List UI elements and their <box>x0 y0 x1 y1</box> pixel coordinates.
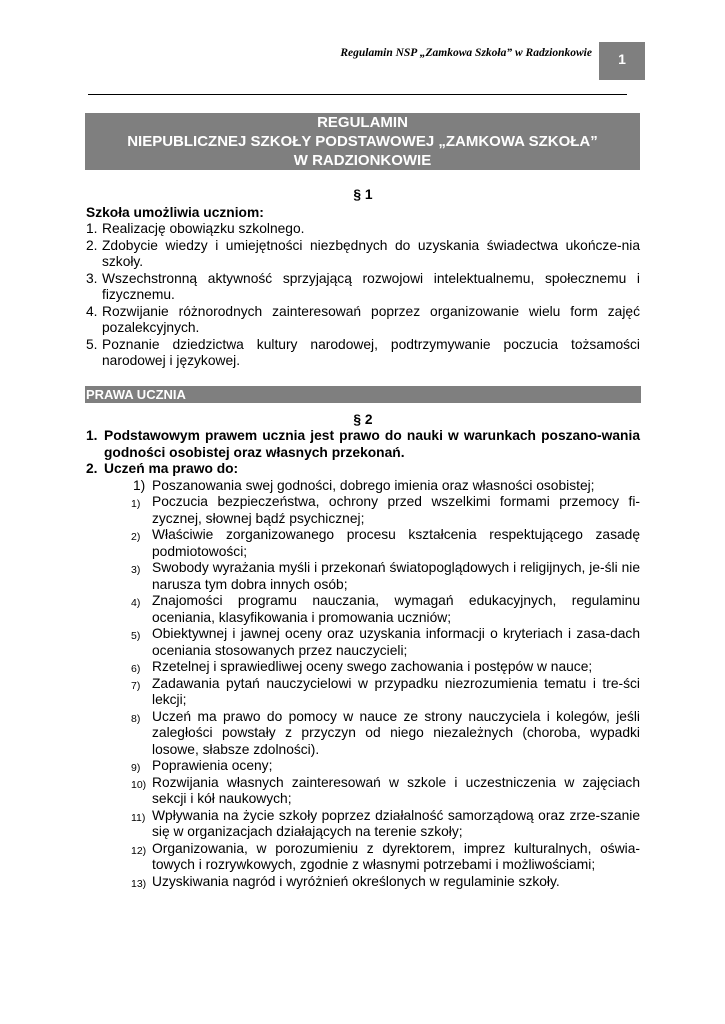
header-divider <box>88 94 627 95</box>
title-line-1: REGULAMIN <box>317 114 408 131</box>
item-text: Zdobycie wiedzy i umiejętności niezbędnych do uzyskania świadectwa ukończe-nia szkoły. <box>102 237 640 269</box>
title-line-2: NIEPUBLICZNEJ SZKOŁY PODSTAWOWEJ „ZAMKOWA SZKOŁA” <box>127 133 598 150</box>
item-text: Poszanowania swej godności, dobrego imienia oraz własności osobistej; <box>152 477 595 493</box>
item-text: Uczeń ma prawo do: <box>104 461 239 476</box>
item-number: 7) <box>131 679 141 692</box>
section2-item-1 <box>86 428 640 461</box>
sublist-item <box>133 808 640 841</box>
item-number: 1. <box>86 221 98 236</box>
item-text: Rzetelnej i sprawiedliwej oceny swego zachowania i postępów w nauce; <box>152 659 593 674</box>
item-text: Uzyskiwania nagród i wyróżnień określonych w regulaminie szkoły. <box>152 873 560 889</box>
sublist-item <box>133 874 640 891</box>
running-header-title: Regulamin NSP „Zamkowa Szkoła” w Radzionkowie <box>340 47 592 59</box>
item-text: Poczucia bezpieczeństwa, ochrony przed wszelkimi formami przemocy fi-zycznej, słownej bądź psychicznej; <box>152 494 640 526</box>
item-number: 5) <box>131 630 141 642</box>
item-number: 2. <box>86 237 98 253</box>
item-number: 3) <box>131 564 141 576</box>
page-number-badge: 1 <box>599 42 645 80</box>
document-body <box>86 187 640 890</box>
item-number: 1) <box>131 498 141 510</box>
item-text: Swobody wyrażania myśli i przekonań światopoglądowych i religijnych, je-śli nie narusza tym dobra innych osób; <box>152 560 640 592</box>
title-line-3: W RADZIONKOWIE <box>293 152 432 169</box>
document-title-box <box>85 113 640 170</box>
item-number: 5. <box>86 336 98 352</box>
item-text: Znajomości programu nauczania, wymagań edukacyjnych, regulaminu oceniania, klasyfikowania i promowania uczniów; <box>152 593 640 625</box>
item-text: Podstawowym prawem ucznia jest prawo do nauki w warunkach poszano-wania godności osobistej oraz własnych przekonań. <box>104 428 640 460</box>
item-number: 10) <box>131 778 147 791</box>
item-number: 4) <box>131 597 141 609</box>
item-text: Organizowania, w porozumieniu z dyrektorem, imprez kulturalnych, oświa-towych i rozrywkowych, zgodnie z własnymi potrzebami i możliwościami; <box>152 840 640 872</box>
sublist-item <box>133 659 640 676</box>
item-text: Uczeń ma prawo do pomocy w nauce ze strony nauczyciela i kolegów, jeśli zaległości powstały z przyczyn od niego niezależnych (choroba, wypadki losowe, słabsze zdolności). <box>152 708 640 757</box>
item-number: 2) <box>131 531 141 543</box>
item-text: Rozwijanie różnorodnych zainteresowań poprzez organizowanie wielu form zajęć pozalekcyjnych. <box>102 303 640 335</box>
list-item <box>86 238 640 271</box>
item-text: Realizację obowiązku szkolnego. <box>102 221 305 236</box>
item-number: 1. <box>86 428 98 443</box>
item-number: 12) <box>131 844 147 857</box>
item-text: Wszechstronną aktywność sprzyjającą rozwojowi intelektualnemu, społecznemu i fizycznemu. <box>102 270 640 302</box>
section1-intro: Szkoła umożliwia uczniom: <box>86 204 264 220</box>
item-number: 3. <box>86 270 98 286</box>
list-item <box>86 271 640 304</box>
list-item <box>86 337 640 370</box>
sublist-item <box>133 676 640 709</box>
sublist-item <box>133 841 640 874</box>
item-number: 4. <box>86 303 98 319</box>
sublist-item <box>133 478 640 495</box>
section-heading-prawa-ucznia: PRAWA UCZNIA <box>85 386 641 403</box>
item-number: 11) <box>131 811 146 824</box>
section2-item-2 <box>86 461 640 478</box>
paragraph-mark-1: § 1 <box>353 187 373 202</box>
sublist-item <box>133 709 640 759</box>
item-text: Poznanie dziedzictwa kultury narodowej, podtrzymywanie poczucia tożsamości narodowej i językowej. <box>102 336 640 368</box>
item-text: Wpływania na życie szkoły poprzez działalność samorządową oraz zrze-szanie się w organizacjach działających na terenie szkoły; <box>152 807 640 839</box>
item-text: Rozwijania własnych zainteresowań w szkole i uczestniczenia w zajęciach sekcji i kół naukowych; <box>152 774 640 806</box>
item-number: 8) <box>131 712 141 725</box>
sublist-item <box>133 626 640 659</box>
sublist-item <box>133 527 640 560</box>
sublist-item <box>133 758 640 775</box>
item-number: 1) <box>133 477 146 493</box>
sublist-item <box>133 593 640 626</box>
list-item <box>86 304 640 337</box>
item-text: Obiektywnej i jawnej oceny oraz uzyskania informacji o kryteriach i zasa-dach oceniania stosowanych przez nauczycieli; <box>152 626 640 658</box>
item-number: 13) <box>131 877 147 890</box>
item-text: Właściwie zorganizowanego procesu kształcenia respektującego zasadę podmiotowości; <box>152 527 640 559</box>
sublist-item <box>133 775 640 808</box>
item-text: Zadawania pytań nauczycielowi w przypadku niezrozumienia tematu i tre-ści lekcji; <box>152 675 640 707</box>
item-text: Poprawienia oceny; <box>152 758 273 773</box>
paragraph-mark-2: § 2 <box>353 411 373 427</box>
sublist-item <box>133 494 640 527</box>
section2-sublist <box>86 478 640 891</box>
list-item <box>86 221 640 238</box>
section1-list <box>86 221 640 370</box>
item-number: 9) <box>131 762 141 774</box>
item-number: 2. <box>86 461 98 476</box>
item-number: 6) <box>131 663 141 675</box>
sublist-item <box>133 560 640 593</box>
